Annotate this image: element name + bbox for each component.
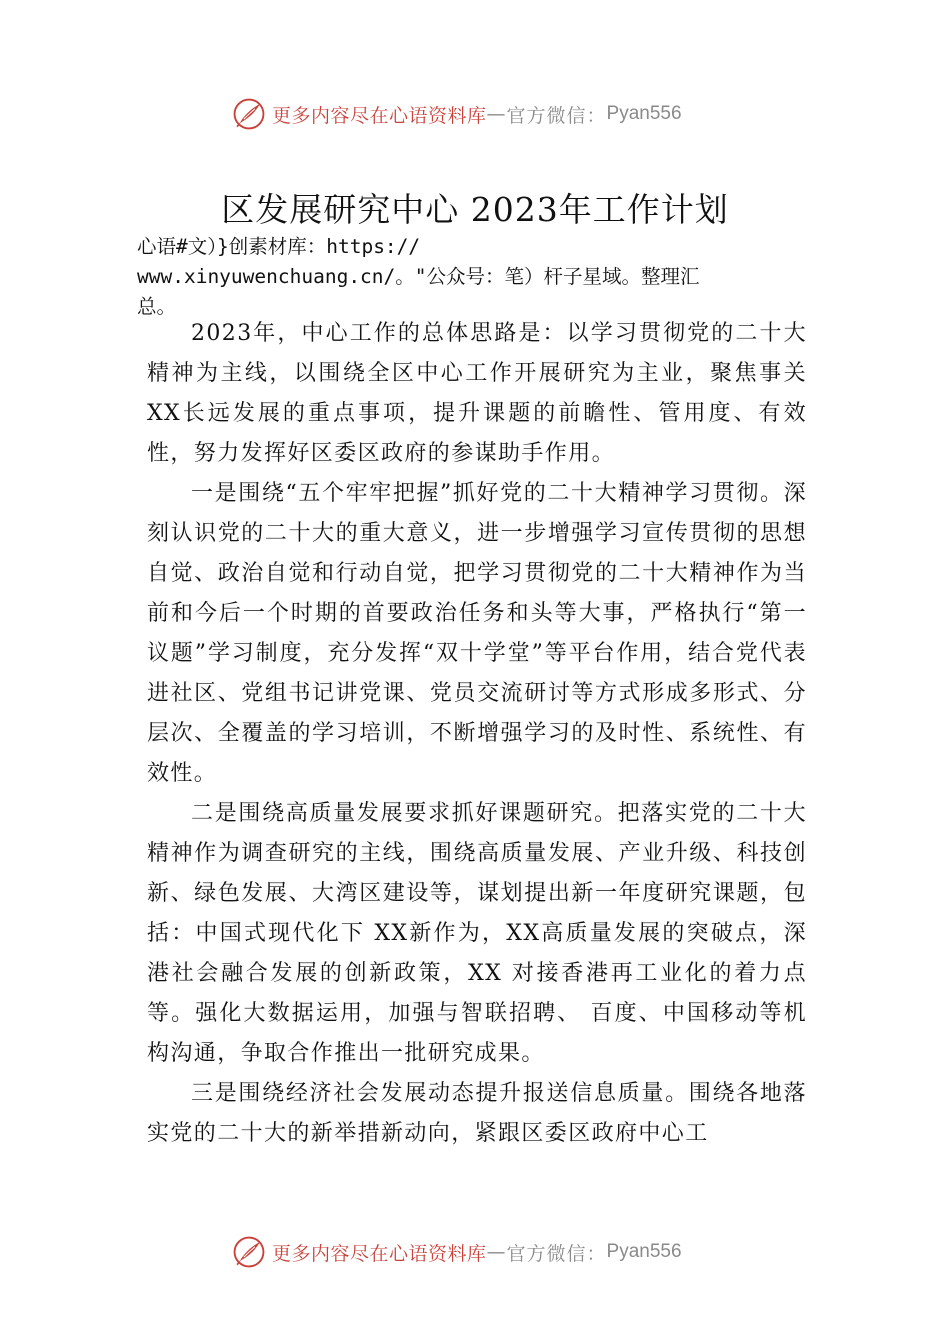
quill-pen-icon [232,1235,266,1269]
document-title: 区发展研究中心 2023年工作计划 [221,190,729,229]
footer-banner [232,1234,752,1270]
banner-separator: — [486,103,507,125]
source-note [137,232,817,322]
banner-brand-text: 更多内容尽在心语资料库 [272,104,487,127]
quill-pen-icon [232,97,266,131]
banner-wechat-label: 官方微信： [506,104,607,127]
source-note-line: 总。 [137,295,177,318]
paragraph-item-three: 三是围绕经济社会发展动态提升报送信息质量。围绕各地落实党的二十大的新举措新动向，紧跟区委区政府中心工 [147,1081,807,1146]
paragraph-summary: 2023年，中心工作的总体思路是：以学习贯彻党的二十大精神为主线，以围绕全区中心工作开展研究为主业，聚焦事关XX长远发展的重点事项，提升课题的前瞻性、管用度、有效性，努力发挥好区委区政府的参谋助手作用。 [147,321,807,466]
header-banner [232,96,752,132]
paragraph-item-one: 一是围绕“五个牢牢把握”抓好党的二十大精神学习贯彻。深刻认识党的二十大的重大意义，进一步增强学习宣传贯彻的思想自觉、政治自觉和行动自觉，把学习贯彻党的二十大精神作为当前和今后一个时期的首要政治任务和头等大事，严格执行“第一议题”学习制度，充分发挥“双十学堂”等平台作用，结合党代表进社区、党组书记讲党课、党员交流研讨等方式形成多形式、分层次、全覆盖的学习培训，不断增强学习的及时性、系统性、有效性。 [147,481,807,786]
banner-wechat-id: Pyan556 [606,103,682,124]
source-note-line: 心语#文）}创素材库：https:// [137,235,421,258]
paragraph-item-two: 二是围绕高质量发展要求抓好课题研究。把落实党的二十大精神作为调查研究的主线，围绕高质量发展、产业升级、科技创新、绿色发展、大湾区建设等，谋划提出新一年度研究课题，包括：中国式现代化下 XX新作为，XX高质量发展的突破点，深港社会融合发展的创新政策，XX 对接香港再工业化的着力点等。强化大数据运用，加强与智联招聘、 百度、中国移动等机构沟通，争取合作推出一批研究成果。 [147,801,807,1066]
banner-brand-text: 更多内容尽在心语资料库 [272,1242,487,1265]
source-note-line: www.xinyuwenchuang.cn/。"公众号：笔）杆子星域。整理汇 [137,265,700,288]
banner-separator: — [486,1241,507,1263]
document-body [147,314,807,1154]
banner-wechat-label: 官方微信： [506,1242,607,1265]
banner-wechat-id: Pyan556 [606,1241,682,1262]
